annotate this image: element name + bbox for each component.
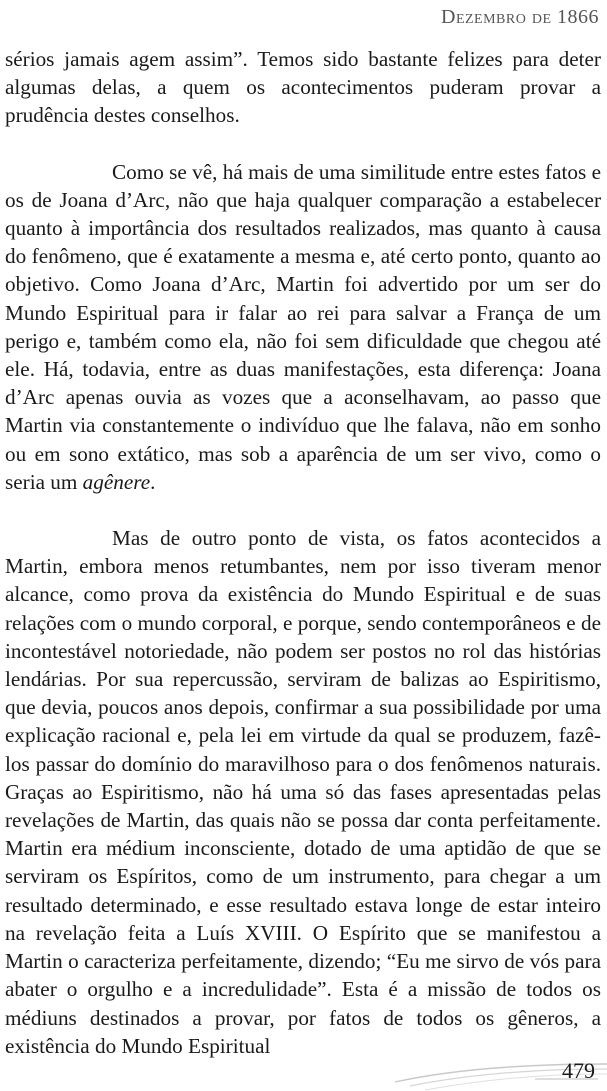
running-head: Dezembro de 1866 bbox=[441, 6, 599, 28]
paragraph-2-text: Como se vê, há mais de uma similitude entre estes fatos e os de Joana d’Arc, não que haja qualquer comparação a estabelecer quanto à importância dos resultados realizados, mas quanto à causa do fenômeno, que é exatamente a mesma e, até certo ponto, quanto ao objetivo. Como Joana d’Arc, Martin foi advertido por um ser do Mundo Espiritual para ir falar ao rei para salvar a França de um perigo e, também como ela, não foi sem dificuldade que chegou até ele. Há, todavia, entre as duas manifestações, esta diferença: Joana d’Arc apenas ouvia as vozes que a aconselhavam, ao passo que Martin via constantemente o indivíduo que lhe falava, não em sonho ou em sono extático, mas sob a aparência de um ser vivo, como o seria um bbox=[5, 159, 601, 494]
body-text bbox=[5, 45, 601, 1060]
paragraph-3-text: Mas de outro ponto de vista, os fatos acontecidos a Martin, embora menos retumbantes, nem por isso tiveram menor alcance, como prova da existência do Mundo Espiritual e de suas relações com o mundo corporal, e porque, sendo contemporâneos e de incontestável notoriedade, não podem ser postos no rol das histórias lendárias. Por sua repercussão, serviram de balizas ao Espiritismo, que devia, poucos anos depois, confirmar a sua possibilidade por uma explicação racional e, pela lei em virtude da qual se produzem, fazê-los passar do domínio do maravilhoso para o dos fenômenos naturais. Graças ao Espiritismo, não há uma só das fases apresentadas pelas revelações de Martin, das quais não se possa dar conta perfeitamente. Martin era médium inconsciente, dotado de uma aptidão de que se serviram os Espíritos, como de um instrumento, para chegar a um resultado determinado, e esse resultado estava longe de estar inteiro na revelação feita a Luís XVIII. O Espírito que se manifestou a Martin o caracteriza perfeitamente, dizendo; “Eu me sirvo de vós para abater o orgulho e a incredulidade”. Esta é a missão de todos os médiuns destinados a provar, por fatos de todos os gêneros, a existência do Mundo Espiritual bbox=[5, 526, 601, 1058]
paragraph-2-italic-term: agênere bbox=[82, 469, 151, 494]
paragraph-1 bbox=[5, 45, 601, 130]
paragraph-2-end: . bbox=[150, 469, 156, 494]
paragraph-2 bbox=[5, 158, 601, 496]
page-number: 479 bbox=[562, 1058, 595, 1083]
footer-swoosh-ornament bbox=[0, 1030, 607, 1091]
paragraph-1-text: sérios jamais agem assim”. Temos sido bastante felizes para deter algumas delas, a quem os acontecimentos puderam provar a prudência destes conselhos. bbox=[5, 47, 601, 128]
paragraph-3 bbox=[5, 524, 601, 1060]
